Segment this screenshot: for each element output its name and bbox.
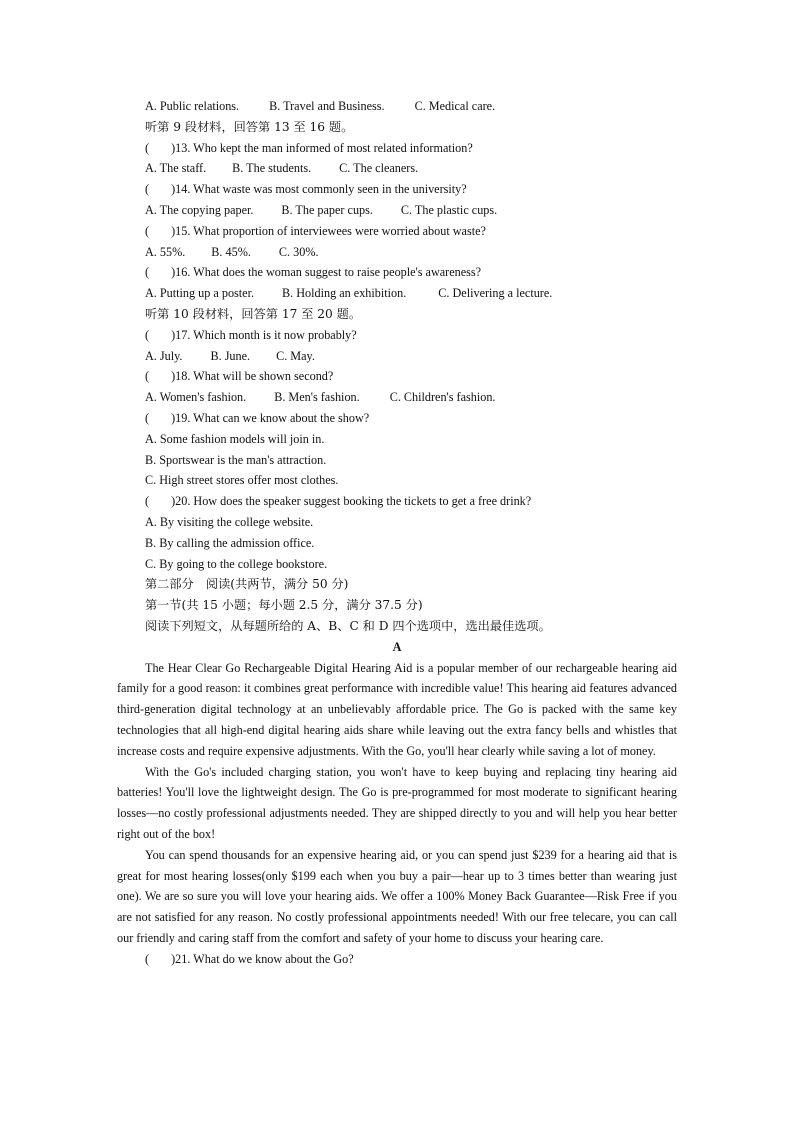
option-line (145, 387, 685, 408)
option-text: A. Putting up a poster. (145, 286, 255, 301)
question-line (145, 325, 685, 346)
answer-blank: ( ) (145, 140, 176, 155)
option-text: A. The staff. (145, 161, 207, 176)
option-text: A. Women's fashion. (145, 390, 247, 405)
question-text: 13. Who kept the man informed of most related information? (175, 140, 473, 155)
passage-paragraph: With the Go's included charging station, you won't have to keep buying and replacing tiny hearing aid batteries! You'll love the lightweight design. The Go is pre-programmed for most moderate to significant hearing losses—no costly professional adjustments needed. They are shipped directly to you and will help you hear better right out of the box! (117, 764, 677, 841)
question-line (145, 262, 685, 283)
section-instruction: 第二部分 阅读(共两节，满分 50 分) (145, 577, 349, 592)
option-text: B. June. (210, 348, 251, 363)
option-line (145, 242, 685, 263)
question-line (145, 366, 685, 387)
question-text: 18. What will be shown second? (175, 369, 334, 384)
option-text: A. 55%. (145, 244, 186, 259)
reading-passage (117, 658, 677, 970)
question-text: 14. What waste was most commonly seen in the university? (175, 182, 467, 197)
option-text: C. Medical care. (414, 99, 496, 113)
question-line (117, 949, 677, 970)
option-text: B. By calling the admission office. (145, 535, 315, 550)
question-text: 21. What do we know about the Go? (175, 951, 354, 966)
question-text: 20. How does the speaker suggest booking the tickets to get a free drink? (175, 494, 532, 509)
option-text: C. By going to the college bookstore. (145, 556, 328, 571)
answer-blank: ( ) (145, 182, 176, 197)
section-instruction: 第一节(共 15 小题；每小题 2.5 分，满分 37.5 分) (145, 598, 423, 613)
option-text: C. Delivering a lecture. (438, 286, 553, 301)
answer-blank: ( ) (145, 369, 176, 384)
option-line (145, 96, 685, 117)
option-text: A. By visiting the college website. (145, 514, 314, 529)
option-text: C. 30%. (278, 244, 319, 259)
option-text: B. The paper cups. (281, 202, 373, 217)
option-text: C. May. (276, 348, 315, 363)
option-text: B. 45%. (211, 244, 251, 259)
option-text: C. The cleaners. (339, 161, 419, 176)
option-line (145, 283, 685, 304)
answer-blank: ( ) (145, 410, 176, 425)
option-text: A. Public relations. (145, 99, 240, 113)
question-line (145, 408, 685, 429)
section-instruction: 听第 10 段材料，回答第 17 至 20 题。 (145, 306, 362, 321)
option-text: C. High street stores offer most clothes. (145, 473, 339, 488)
option-text: A. The copying paper. (145, 202, 254, 217)
question-text: 16. What does the woman suggest to raise people's awareness? (175, 265, 482, 280)
question-line (145, 138, 685, 159)
option-text: A. Some fashion models will join in. (145, 431, 325, 446)
option-text: C. The plastic cups. (400, 202, 498, 217)
option-text: B. Holding an exhibition. (282, 286, 407, 301)
question-text: 17. Which month is it now probably? (175, 327, 357, 342)
option-text: B. Sportswear is the man's attraction. (145, 452, 327, 467)
answer-blank: ( ) (145, 265, 176, 280)
option-line (145, 200, 685, 221)
option-text: B. Men's fashion. (274, 390, 360, 405)
question-text: 19. What can we know about the show? (175, 410, 370, 425)
question-line (145, 179, 685, 200)
question-line (145, 221, 685, 242)
answer-blank: ( ) (145, 494, 176, 509)
passage-paragraph: You can spend thousands for an expensive hearing aid, or you can spend just $239 for a hearing aid that is great for most hearing losses(only $199 each when you buy a pair—hear up to 3 times better than wearing just one). We are so sure you will love your hearing aids. We offer a 100% Money Back Guarantee—Risk Free if you are not satisfied for any reason. No costly professional appointments needed! With our free telecare, you can call our friendly and caring staff from the comfort and safety of your home to discuss your hearing care. (117, 847, 677, 945)
question-line (145, 491, 685, 512)
section-instruction: 阅读下列短文，从每题所给的 A、B、C 和 D 四个选项中，选出最佳选项。 (145, 618, 551, 633)
option-line (145, 346, 685, 367)
option-text: B. Travel and Business. (269, 99, 385, 113)
answer-blank: ( ) (145, 327, 176, 342)
passage-paragraph: The Hear Clear Go Rechargeable Digital Hearing Aid is a popular member of our rechargeable hearing aid family for a good reason: it combines great performance with incredible value! This hearing aid features advanced third-generation digital technology at an unbelievably affordable price. The Go is packed with the same key technologies that all high-end digital hearing aids share while leaving out the extra fancy bells and whistles that increase costs and require expensive adjustments. With the Go, you'll hear clearly while saving a lot of money. (117, 660, 677, 758)
option-text: C. Children's fashion. (389, 390, 496, 405)
option-line (145, 158, 685, 179)
question-text: 15. What proportion of interviewees were worried about waste? (175, 223, 486, 238)
passage-heading: A (392, 639, 402, 654)
option-text: A. July. (145, 348, 183, 363)
listening-questions (145, 96, 685, 637)
option-text: B. The students. (232, 161, 312, 176)
section-instruction: 听第 9 段材料，回答第 13 至 16 题。 (145, 119, 354, 134)
answer-blank: ( ) (145, 951, 176, 966)
answer-blank: ( ) (145, 223, 176, 238)
